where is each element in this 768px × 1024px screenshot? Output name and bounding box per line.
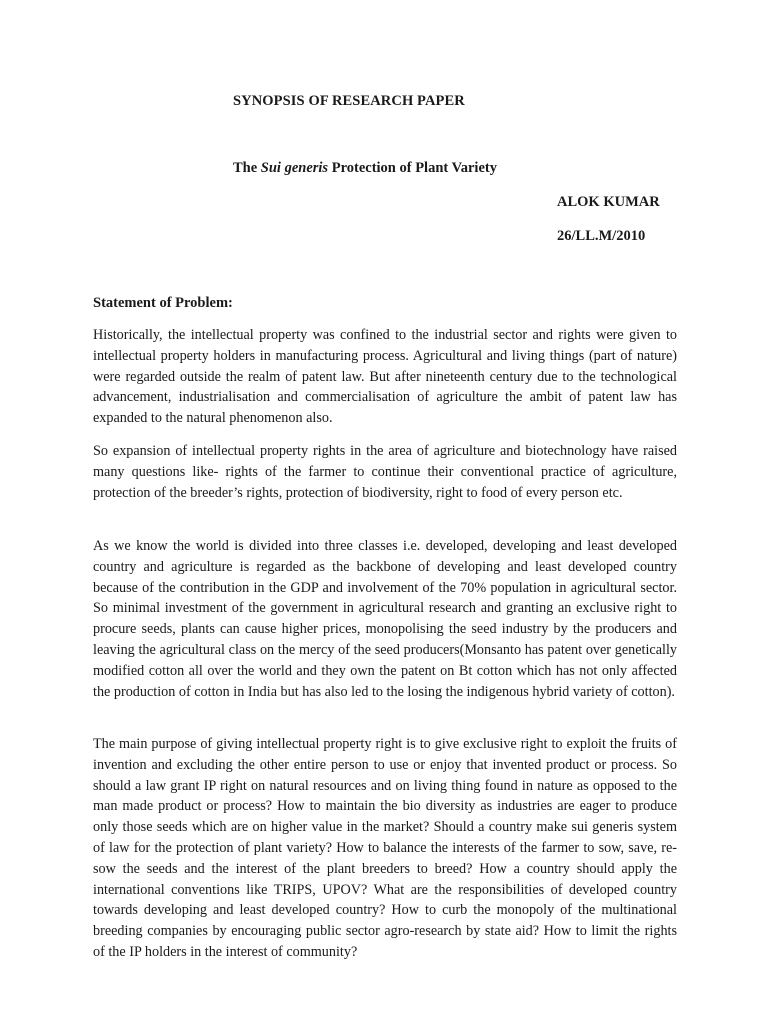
section-heading: Statement of Problem: — [93, 295, 233, 311]
registration-number: 26/LL.M/2010 — [557, 228, 646, 244]
paragraph: So expansion of intellectual property rights in the area of agriculture and biotechnology have raised many questions like- rights of the farmer to continue their conventional practice of agriculture, protection of the breeder’s rights, protection of biodiversity, right to food of every person etc. — [93, 443, 677, 501]
paragraph: As we know the world is divided into three classes i.e. developed, developing and least developed country and agriculture is regarded as the backbone of developing and least developed country because of the contribution in the GDP and involvement of the 70% population in agricultural sector. So minimal investment of the government in agricultural research and granting an exclusive right to procure seeds, plants can cause higher prices, monopolising the seed industry by the producers and leaving the agricultural class on the mercy of the seed producers(Monsanto has patent over genetically modified cotton all over the world and they own the patent on Bt cotton which has not only affected the production of cotton in India but has also led to the losing the indigenous hybrid variety of cotton). — [93, 538, 677, 700]
paper-title — [233, 160, 497, 177]
paragraph: Historically, the intellectual property was confined to the industrial sector and rights were given to intellectual property holders in manufacturing process. Agricultural and living things (part of nature) were regarded outside the realm of patent law. But after nineteenth century due to the technological advancement, industrialisation and commercialisation of agriculture the ambit of patent law has expanded to the natural phenomenon also. — [93, 327, 677, 427]
title-italic: Sui generis — [260, 160, 329, 176]
title-prefix: The — [233, 160, 261, 176]
author-name: ALOK KUMAR — [557, 194, 660, 210]
paragraph: The main purpose of giving intellectual property right is to give exclusive right to exploit the fruits of invention and excluding the other entire person to use or enjoy that invented product or process. So should a law grant IP right on natural resources and on living thing found in nature as opposed to the man made product or process? How to maintain the bio diversity as industries are eager to produce only those seeds which are on higher value in the market? Should a country make sui generis system of law for the protection of plant variety? How to balance the interests of the farmer to sow, save, re-sow the seeds and the interest of the plant breeders to breed? How a country should apply the international conventions like TRIPS, UPOV? What are the responsibilities of developed country towards developing and least developed country? How to curb the monopoly of the multinational breeding companies by encouraging public sector agro-research by state aid? How to limit the rights of the IP holders in the interest of community? — [93, 736, 677, 960]
title-suffix: Protection of Plant Variety — [328, 160, 497, 176]
document-heading: SYNOPSIS OF RESEARCH PAPER — [233, 93, 465, 109]
